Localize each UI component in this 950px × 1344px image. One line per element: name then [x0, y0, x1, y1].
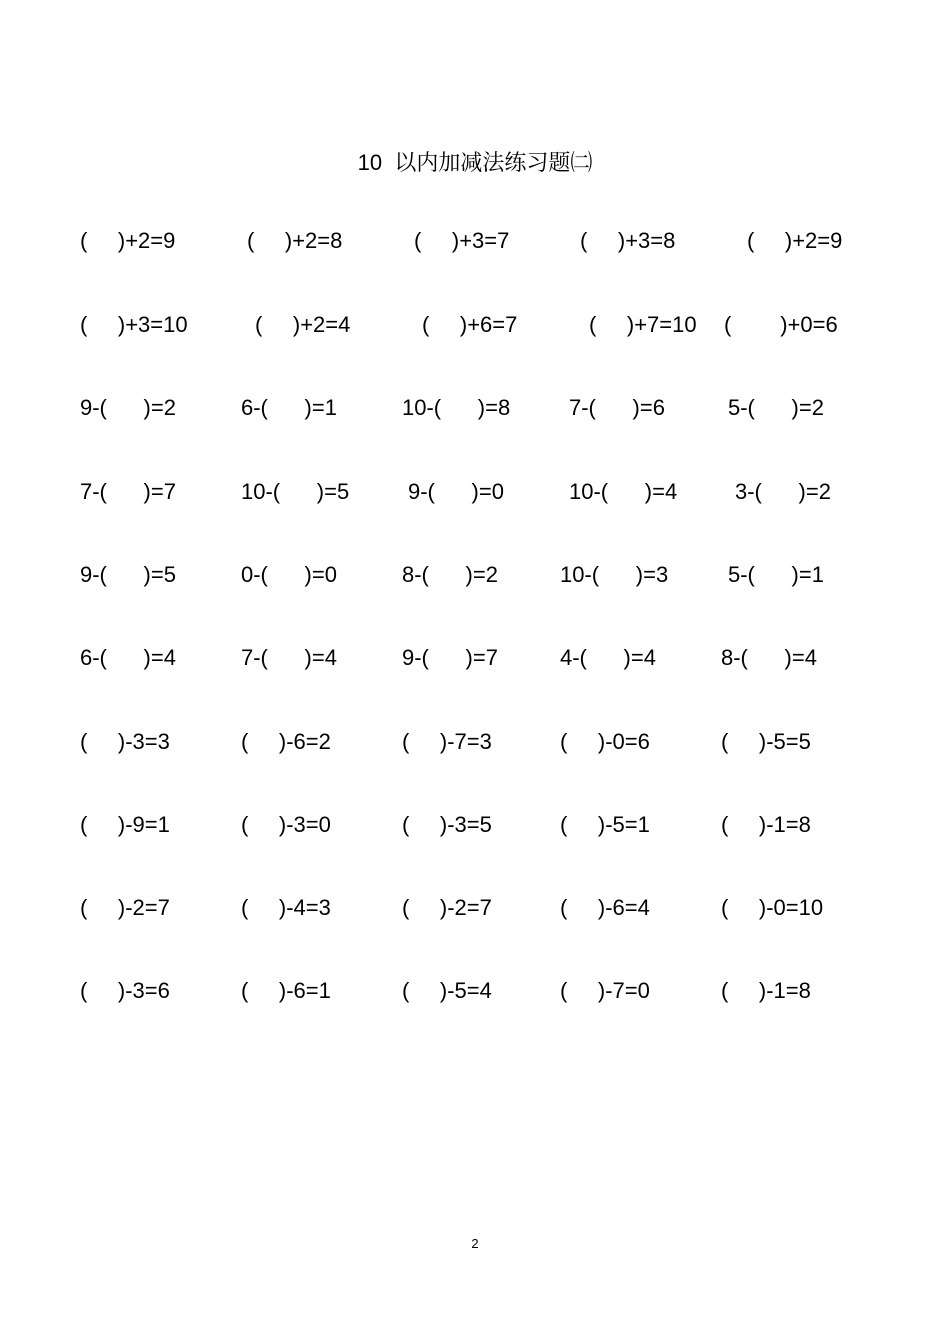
problem: ( )+6=7	[422, 312, 518, 337]
problem: ( )+3=10	[80, 312, 188, 337]
problem: 9-( )=2	[80, 395, 176, 420]
problem: 10-( )=3	[560, 562, 669, 587]
problem: ( )-3=6	[80, 978, 170, 1003]
problem: ( )-6=1	[241, 978, 331, 1003]
problem: 4-( )=4	[560, 645, 656, 670]
problem: 6-( )=1	[241, 395, 337, 420]
problem: ( )-7=0	[560, 978, 650, 1003]
problem: ( )+2=4	[255, 312, 351, 337]
problem: ( )-2=7	[402, 895, 492, 920]
problem: ( )-4=3	[241, 895, 331, 920]
problem-row	[0, 976, 950, 1006]
problem: ( )-5=4	[402, 978, 492, 1003]
problem: ( )-1=8	[721, 812, 811, 837]
problem: ( )+3=7	[414, 228, 510, 253]
problem-row	[0, 727, 950, 757]
problem: ( )-6=4	[560, 895, 650, 920]
page-title: 10 以内加减法练习题㈡	[357, 150, 593, 175]
problem: ( )+7=10	[589, 312, 697, 337]
problem: ( )-9=1	[80, 812, 170, 837]
problem: ( )+2=9	[80, 228, 176, 253]
problem: 8-( )=2	[402, 562, 498, 587]
problem: 10-( )=4	[569, 479, 678, 504]
problem-row	[0, 893, 950, 923]
problem: ( )-3=0	[241, 812, 331, 837]
problem: ( )+2=8	[247, 228, 343, 253]
problem-row	[0, 226, 950, 256]
problem: 9-( )=0	[408, 479, 504, 504]
problem: 8-( )=4	[721, 645, 817, 670]
problem: ( )+0=6	[724, 312, 838, 337]
problem: 10-( )=5	[241, 479, 350, 504]
problem: ( )-6=2	[241, 729, 331, 754]
problem-row	[0, 810, 950, 840]
problem: 9-( )=5	[80, 562, 176, 587]
problem: 5-( )=1	[728, 562, 824, 587]
problem: ( )-5=1	[560, 812, 650, 837]
problem: 10-( )=8	[402, 395, 511, 420]
problem: ( )-7=3	[402, 729, 492, 754]
problem: 9-( )=7	[402, 645, 498, 670]
problem: ( )+3=8	[580, 228, 676, 253]
problem: ( )-3=3	[80, 729, 170, 754]
problem-row	[0, 477, 950, 507]
problem: ( )-1=8	[721, 978, 811, 1003]
problem-row	[0, 560, 950, 590]
problem: 3-( )=2	[735, 479, 831, 504]
problem: 5-( )=2	[728, 395, 824, 420]
problem: 7-( )=4	[241, 645, 337, 670]
problem: ( )-0=6	[560, 729, 650, 754]
problem: 7-( )=7	[80, 479, 176, 504]
problem: ( )-5=5	[721, 729, 811, 754]
problem: 0-( )=0	[241, 562, 337, 587]
page-number: 2	[471, 1236, 479, 1251]
problem: ( )-0=10	[721, 895, 824, 920]
problem-row	[0, 393, 950, 423]
problem-row	[0, 643, 950, 673]
problem: ( )-3=5	[402, 812, 492, 837]
problem: 6-( )=4	[80, 645, 176, 670]
problem: ( )+2=9	[747, 228, 843, 253]
problem: ( )-2=7	[80, 895, 170, 920]
problem-row	[0, 310, 950, 340]
problem: 7-( )=6	[569, 395, 665, 420]
